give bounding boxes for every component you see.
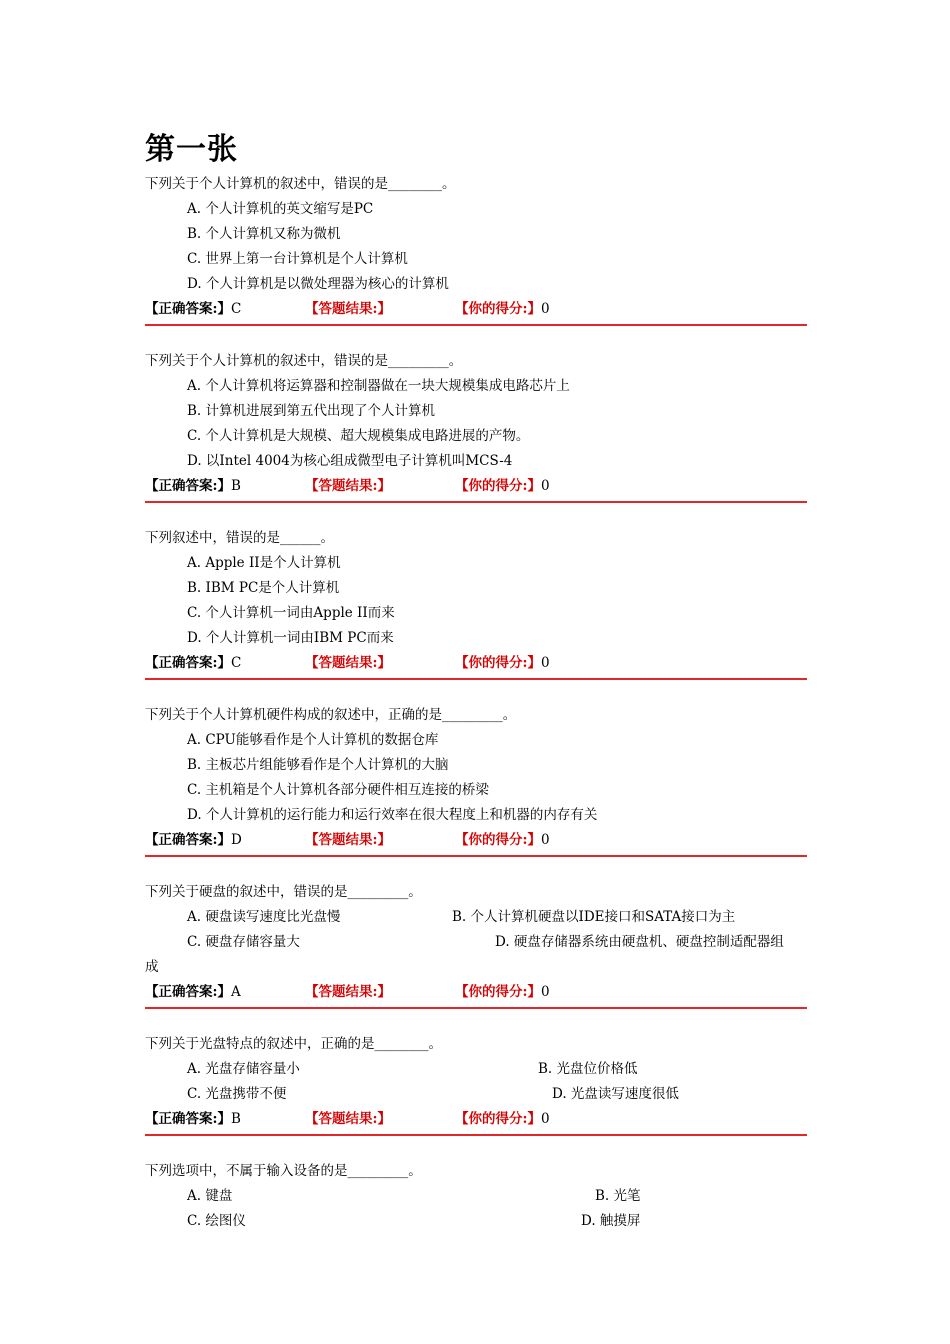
option-a: A. 键盘 xyxy=(187,1188,233,1204)
option-c: C. 个人计算机是大规模、超大规模集成电路进展的产物。 xyxy=(187,428,530,444)
question-5 xyxy=(145,880,807,1009)
score-value: 0 xyxy=(540,984,550,1000)
correct-answer-label: 【正确答案:】 xyxy=(145,301,231,317)
result-label: 【答题结果:】 xyxy=(305,301,391,317)
score-label: 【你的得分:】 xyxy=(455,1111,541,1127)
divider xyxy=(145,678,807,680)
divider xyxy=(145,1007,807,1009)
option-a: A. 光盘存储容量小 xyxy=(187,1061,300,1077)
score-label: 【你的得分:】 xyxy=(455,655,541,671)
question-stem: 下列叙述中，错误的是______。 xyxy=(145,530,334,546)
correct-answer-label: 【正确答案:】 xyxy=(145,478,231,494)
page-title: 第一张 xyxy=(145,132,238,167)
score-value: 0 xyxy=(540,1111,550,1127)
score-label: 【你的得分:】 xyxy=(455,301,541,317)
option-a: A. 硬盘读写速度比光盘慢 xyxy=(187,909,341,925)
option-d: D. 触摸屏 xyxy=(581,1213,641,1229)
option-c: C. 硬盘存储容量大 xyxy=(187,934,300,950)
option-c: C. 光盘携带不便 xyxy=(187,1086,287,1102)
option-d-continuation: 成 xyxy=(145,959,159,975)
result-label: 【答题结果:】 xyxy=(305,478,391,494)
correct-answer-label: 【正确答案:】 xyxy=(145,832,231,848)
option-a: A. Apple II是个人计算机 xyxy=(187,555,341,571)
question-stem: 下列关于硬盘的叙述中，错误的是_________。 xyxy=(145,884,422,900)
option-b: B. 光笔 xyxy=(595,1188,641,1204)
option-c: C. 世界上第一台计算机是个人计算机 xyxy=(187,251,408,267)
correct-answer-value: C xyxy=(230,301,242,317)
result-label: 【答题结果:】 xyxy=(305,1111,391,1127)
option-b: B. 个人计算机又称为微机 xyxy=(187,226,341,242)
divider xyxy=(145,1134,807,1136)
answer-row xyxy=(145,980,807,1005)
question-stem: 下列关于光盘特点的叙述中，正确的是________。 xyxy=(145,1036,442,1052)
correct-answer-value: B xyxy=(230,1111,241,1127)
answer-row xyxy=(145,1107,807,1132)
option-d: D. 以Intel 4004为核心组成微型电子计算机叫MCS-4 xyxy=(187,453,513,469)
question-2 xyxy=(145,349,807,503)
result-label: 【答题结果:】 xyxy=(305,832,391,848)
correct-answer-value: D xyxy=(230,832,242,848)
correct-answer-value: B xyxy=(230,478,241,494)
option-d: D. 个人计算机一词由IBM PC而来 xyxy=(187,630,394,646)
option-d: D. 个人计算机是以微处理器为核心的计算机 xyxy=(187,276,449,292)
option-row xyxy=(145,1082,807,1107)
result-label: 【答题结果:】 xyxy=(305,984,391,1000)
question-4 xyxy=(145,703,807,857)
option-row xyxy=(145,905,807,930)
answer-row xyxy=(145,651,807,676)
question-7 xyxy=(145,1159,807,1234)
option-a: A. 个人计算机的英文缩写是PC xyxy=(187,201,374,217)
option-a: A. CPU能够看作是个人计算机的数据仓库 xyxy=(187,732,439,748)
score-label: 【你的得分:】 xyxy=(455,984,541,1000)
option-b: B. 主板芯片组能够看作是个人计算机的大脑 xyxy=(187,757,449,773)
option-c: C. 主机箱是个人计算机各部分硬件相互连接的桥梁 xyxy=(187,782,489,798)
option-d: D. 个人计算机的运行能力和运行效率在很大程度上和机器的内存有关 xyxy=(187,807,598,823)
question-stem: 下列选项中，不属于输入设备的是_________。 xyxy=(145,1163,422,1179)
score-value: 0 xyxy=(540,301,550,317)
result-label: 【答题结果:】 xyxy=(305,655,391,671)
question-stem: 下列关于个人计算机的叙述中，错误的是________。 xyxy=(145,176,456,192)
score-value: 0 xyxy=(540,832,550,848)
score-value: 0 xyxy=(540,655,550,671)
correct-answer-label: 【正确答案:】 xyxy=(145,984,231,1000)
divider xyxy=(145,855,807,857)
option-row xyxy=(145,1209,807,1234)
option-c: C. 绘图仪 xyxy=(187,1213,246,1229)
answer-row xyxy=(145,297,807,322)
answer-row xyxy=(145,474,807,499)
correct-answer-label: 【正确答案:】 xyxy=(145,655,231,671)
option-a: A. 个人计算机将运算器和控制器做在一块大规模集成电路芯片上 xyxy=(187,378,570,394)
correct-answer-value: C xyxy=(230,655,242,671)
option-b: B. 光盘位价格低 xyxy=(538,1061,638,1077)
question-stem: 下列关于个人计算机的叙述中，错误的是_________。 xyxy=(145,353,463,369)
question-6 xyxy=(145,1032,807,1136)
option-b: B. 计算机进展到第五代出现了个人计算机 xyxy=(187,403,436,419)
option-c: C. 个人计算机一词由Apple II而来 xyxy=(187,605,395,621)
score-value: 0 xyxy=(540,478,550,494)
question-1 xyxy=(145,172,807,326)
correct-answer-value: A xyxy=(230,984,241,1000)
option-b: B. IBM PC是个人计算机 xyxy=(187,580,340,596)
answer-row xyxy=(145,828,807,853)
correct-answer-label: 【正确答案:】 xyxy=(145,1111,231,1127)
score-label: 【你的得分:】 xyxy=(455,832,541,848)
question-3 xyxy=(145,526,807,680)
question-stem: 下列关于个人计算机硬件构成的叙述中，正确的是_________。 xyxy=(145,707,517,723)
option-d: D. 光盘读写速度很低 xyxy=(552,1086,679,1102)
option-d: D. 硬盘存储器系统由硬盘机、硬盘控制适配器组 xyxy=(495,934,784,950)
score-label: 【你的得分:】 xyxy=(455,478,541,494)
option-row xyxy=(145,1057,807,1082)
divider xyxy=(145,324,807,326)
option-b: B. 个人计算机硬盘以IDE接口和SATA接口为主 xyxy=(452,909,736,925)
divider xyxy=(145,501,807,503)
document-page xyxy=(145,130,807,1234)
option-row xyxy=(145,1184,807,1209)
option-row xyxy=(145,930,807,955)
